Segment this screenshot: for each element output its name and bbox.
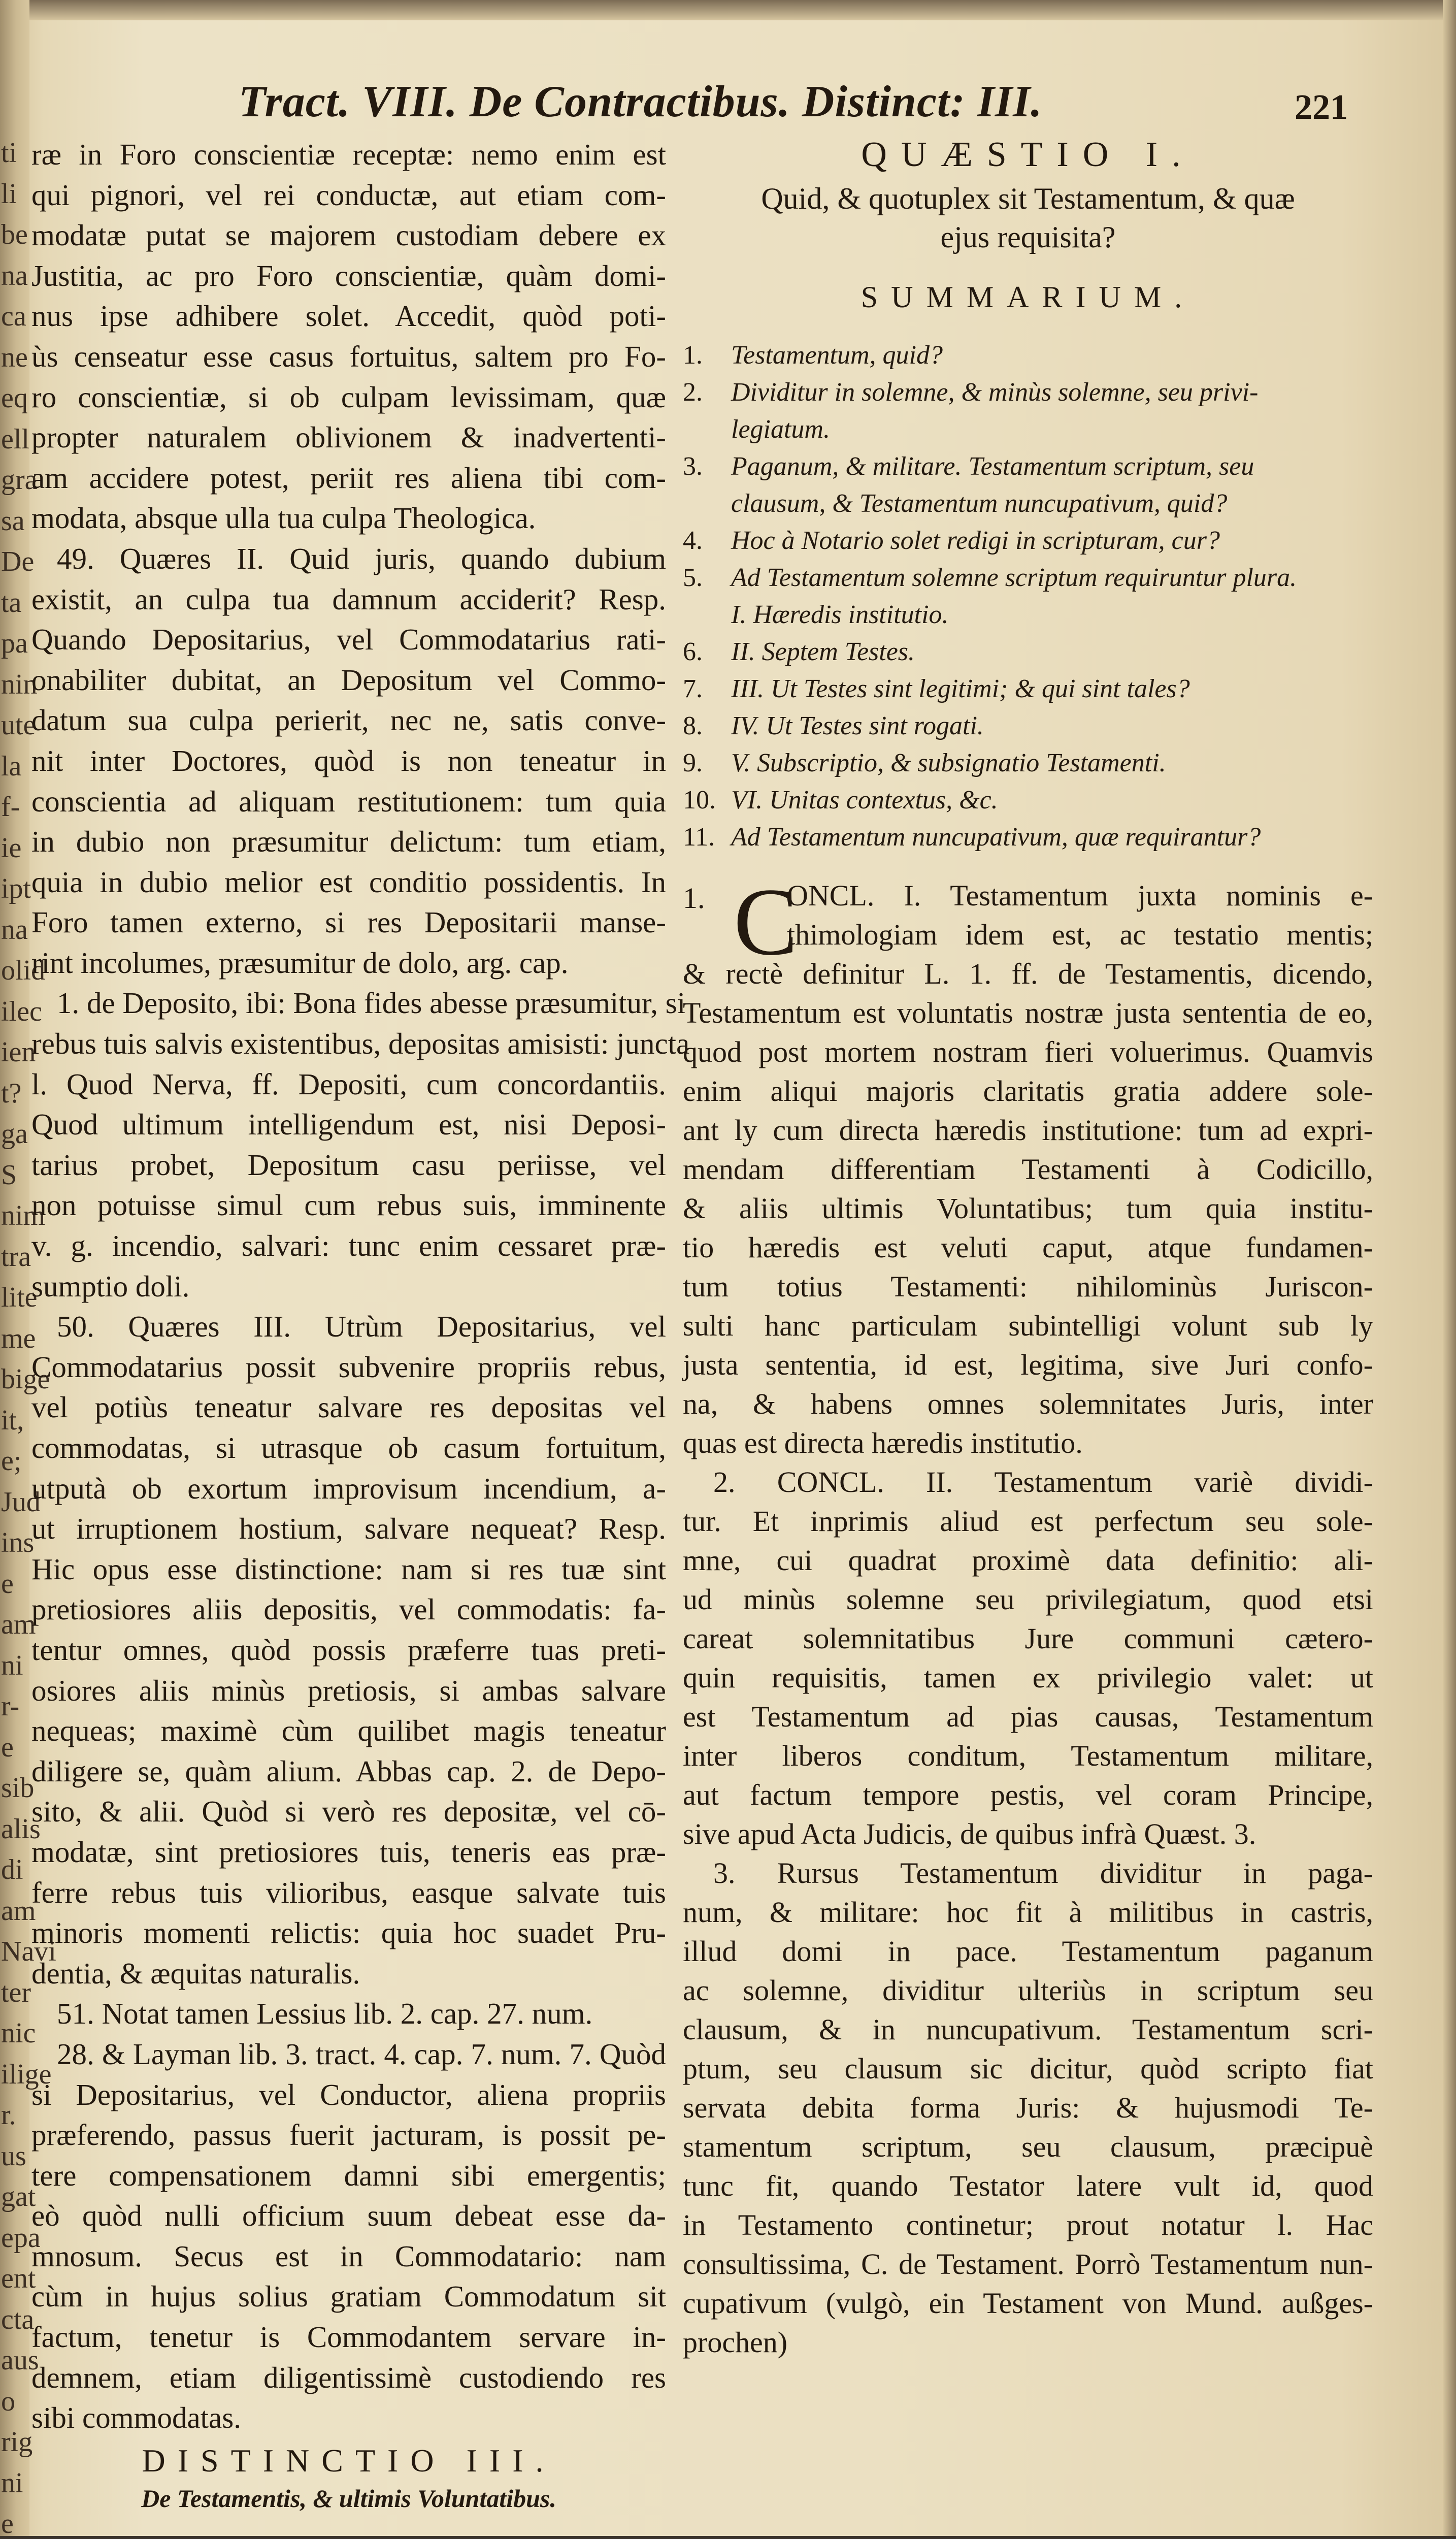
summarium-item (683, 633, 1373, 670)
gutter-fragment: nic (1, 2017, 36, 2049)
text-line: eò quòd nulli officium suum debeat esse da- (31, 2199, 666, 2233)
summarium-item-continuation: legiatum. (731, 415, 830, 444)
concl-number: 1. (683, 882, 705, 915)
gutter-fragment: e (1, 1731, 14, 1763)
gutter-fragment: ien (1, 1036, 36, 1068)
text-line: modatæ, sint pretiosiores tuis, teneris eas præ- (31, 1835, 666, 1869)
text-line: propter naturalem oblivionem & inadvertenti- (31, 420, 666, 454)
concl-text-line: clausum, & in nuncupativum. Testamentum scri- (683, 2013, 1373, 2046)
gutter-fragment: eq (1, 382, 28, 414)
text-line: vel potiùs teneatur salvare res depositas vel (31, 1390, 666, 1424)
gutter-fragment: ins (1, 1527, 35, 1558)
text-line: qui pignori, vel rei conductæ, aut etiam com- (31, 178, 666, 212)
concl-text-line: na, & habens omnes solemnitates Juris, inter (683, 1387, 1373, 1420)
gutter-fragment: r- (1, 1690, 20, 1722)
concl-text-line: careat solemnitatibus Jure communi cætero- (683, 1622, 1373, 1655)
gutter-fragment: e (1, 1568, 14, 1600)
gutter-fragment: ta (1, 587, 22, 619)
gutter-fragment: me (1, 1322, 36, 1354)
concl-text-line: ac solemne, dividitur ulteriùs in scriptum seu (683, 1974, 1373, 2007)
text-line: si Depositarius, vel Conductor, aliena propriis (31, 2077, 666, 2111)
concl-text-line: ptum, seu clausum sic dicitur, quòd scripto fiat (683, 2052, 1373, 2085)
quaestio-question-line-1: Quid, & quotuplex sit Testamentum, & quæ (761, 182, 1295, 215)
text-line: Justitia, ac pro Foro conscientiæ, quàm domi- (31, 258, 666, 292)
text-line: rebus tuis salvis existentibus, depositas amisisti: juncta (31, 1027, 690, 1061)
gutter-fragment: e; (1, 1445, 22, 1477)
gutter-fragment: ipt (1, 873, 31, 904)
gutter-fragment: am (1, 1609, 36, 1640)
text-line: tarius probet, Depositum casu periisse, vel (31, 1148, 666, 1182)
text-line: 51. Notat tamen Lessius lib. 2. cap. 27. num. (57, 1997, 593, 2031)
text-line: am accidere potest, periit res aliena tibi com- (31, 461, 666, 495)
concl-text-line: cupativum (vulgò, ein Testament von Mund. außges- (683, 2287, 1373, 2320)
text-line: ut irruptionem hostium, salvare nequeat? Resp. (31, 1512, 666, 1546)
gutter-fragment: na (1, 914, 28, 946)
gutter-fragment: ilige (1, 2058, 52, 2090)
concl-text-line: Testamentum est voluntatis nostræ justa sententia de eo, (683, 996, 1373, 1029)
text-line: nus ipse adhibere solet. Accedit, quòd poti- (31, 299, 666, 333)
text-line: ùs censeatur esse casus fortuitus, saltem pro Fo- (31, 339, 666, 373)
concl-text-line: tum totius Testamenti: nihilominùs Juriscon- (683, 1270, 1373, 1303)
text-line: ræ in Foro conscientiæ receptæ: nemo enim est (31, 138, 666, 171)
gutter-fragment: sib (1, 1772, 35, 1804)
text-line: onabiliter dubitat, an Depositum vel Commo- (31, 663, 666, 697)
concl-text-line: quin requisitis, tamen ex privilegio valet: ut (683, 1661, 1373, 1694)
gutter-fragment: S (1, 1159, 17, 1191)
text-line: modata, absque ulla tua culpa Theologica. (31, 501, 536, 535)
concl-text-line: servata debita forma Juris: & hujusmodi Te- (683, 2091, 1373, 2124)
gutter-fragment: f- (1, 791, 20, 823)
gutter-fragment: li (1, 178, 17, 210)
text-line: l. Quod Nerva, ff. Depositi, cum concordantiis. (31, 1067, 666, 1101)
summarium-item-text: VI. Unitas contextus, &c. (731, 786, 998, 815)
text-line: nequeas; maximè cùm quilibet magis teneatur (31, 1714, 666, 1748)
gutter-fragment: nim (1, 1200, 46, 1231)
summarium-item (683, 559, 1373, 596)
summarium-item-number: 1. (683, 341, 703, 370)
concl-text-line: prochen) (683, 2326, 788, 2359)
gutter-fragment: alis (1, 1813, 41, 1845)
gutter-fragment: ie (1, 832, 22, 864)
text-line: datum sua culpa perierit, nec ne, satis conve- (31, 703, 666, 737)
text-line: demnem, etiam diligentissimè custodiendo res (31, 2360, 666, 2394)
gutter-fragment: lite (1, 1282, 38, 1313)
summarium-item-text: Ad Testamentum solemne scriptum requiruntur plura. (731, 563, 1297, 592)
concl-text-line: mendam differentiam Testamenti à Codicillo, (683, 1153, 1373, 1186)
concl-text-line: enim aliqui majoris claritatis gratia addere sole- (683, 1075, 1373, 1108)
summarium-item-continuation: clausum, & Testamentum nuncupativum, quid? (731, 489, 1228, 518)
summarium-item-text: Testamentum, quid? (731, 341, 943, 370)
summarium-item-number: 6. (683, 637, 703, 666)
text-line: ferre rebus tuis vilioribus, easque salvate tuis (31, 1875, 666, 1909)
concl-text-line: aut factum tempore pestis, vel coram Principe, (683, 1778, 1373, 1811)
concl-text-line: mne, cui quadrat proximè data definitio: ali- (683, 1544, 1373, 1577)
text-line: factum, tenetur is Commodantem servare in- (31, 2320, 666, 2354)
text-line: diligere se, quàm alium. Abbas cap. 2. de Depo- (31, 1754, 666, 1788)
quaestio-question-line-2: ejus requisita? (940, 220, 1116, 254)
summarium-item-text: V. Subscriptio, & subsignatio Testamenti. (731, 748, 1166, 777)
gutter-fragment: ute (1, 709, 36, 741)
summarium-item-number: 11. (683, 823, 715, 852)
quaestio-title: QUÆSTIO I. (861, 135, 1195, 174)
text-line: sumptio doli. (31, 1269, 190, 1303)
summarium-item (683, 374, 1373, 411)
concl-text-line: stamentum scriptum, seu clausum, præcipuè (683, 2130, 1373, 2163)
gutter-fragment: it, (1, 1404, 24, 1436)
summarium-item-number: 4. (683, 526, 703, 555)
summarium-item-text: II. Septem Testes. (731, 637, 915, 666)
concl-text-line: in Testamento continetur; prout notatur l. Hac (683, 2208, 1373, 2241)
concl-text-line: illud domi in pace. Testamentum paganum (683, 1935, 1373, 1968)
gutter-fragment: di (1, 1854, 23, 1885)
text-line: in dubio non præsumitur delictum: tum etiam, (31, 825, 666, 859)
concl-text-line: ud minùs solemne seu privilegiatum, quod etsi (683, 1583, 1373, 1616)
text-line: 28. & Layman lib. 3. tract. 4. cap. 7. num. 7. Quòd (57, 2037, 666, 2071)
text-line: minoris momenti relictis: quia hoc suadet Pru- (31, 1916, 666, 1950)
gutter-fragment: Jud (1, 1486, 41, 1518)
concl-first-line: ONCL. I. Testamentum juxta nominis e- (787, 879, 1373, 912)
text-line: v. g. incendio, salvari: tunc enim cessaret præ- (31, 1229, 666, 1263)
page-number: 221 (1295, 88, 1348, 127)
concl-first-line: thimologiam idem est, ac testatio mentis; (787, 918, 1373, 951)
text-line: tere compensationem damni sibi emergentis; (31, 2158, 666, 2192)
summarium-item-number: 3. (683, 452, 703, 481)
summarium-title: SUMMARIUM. (861, 280, 1196, 314)
summarium-item-text: Ad Testamentum nuncupativum, quæ requirantur? (731, 823, 1261, 852)
summarium-item (683, 744, 1373, 782)
summarium-item-text: III. Ut Testes sint legitimi; & qui sint tales? (731, 674, 1190, 703)
gutter-fragment: epa (1, 2222, 41, 2254)
text-line: modatæ putat se majorem custodiam debere ex (31, 218, 666, 252)
concl-text-line: 2. CONCL. II. Testamentum variè dividi- (713, 1466, 1373, 1499)
summarium-item-number: 5. (683, 563, 703, 592)
concl-text-line: quas est directa hæredis institutio. (683, 1426, 1083, 1459)
distinctio-subtitle: De Testamentis, & ultimis Voluntatibus. (141, 2484, 556, 2513)
gutter-fragment: la (1, 750, 22, 782)
text-line: non potuisse simul cum rebus suis, imminente (31, 1188, 666, 1222)
concl-section (683, 869, 1373, 2362)
summarium-item (683, 448, 1373, 485)
summarium-item (683, 337, 1373, 374)
gutter-fragment: olid (1, 955, 46, 986)
concl-text-line: num, & militare: hoc fit à militibus in castris, (683, 1896, 1373, 1929)
summarium-item (683, 782, 1373, 819)
text-line: pretiosiores aliis depositis, vel commodatis: fa- (31, 1592, 666, 1626)
text-line: 49. Quæres II. Quid juris, quando dubium (57, 541, 666, 575)
concl-text-line: justa sententia, id est, legitima, sive Juri confo- (683, 1348, 1373, 1381)
right-column (683, 135, 1373, 2362)
gutter-fragment: ti (1, 137, 17, 169)
text-line: osiores aliis minùs pretiosis, si ambas salvare (31, 1673, 666, 1707)
gutter-fragment: ne (1, 341, 28, 373)
text-line: præferendo, passus fuerit jacturam, is possit pe- (31, 2118, 666, 2152)
concl-text-line: tunc fit, quando Testator latere vult id, quod (683, 2169, 1373, 2202)
concl-text-line: ant ly cum directa hæredis institutione: tum ad expri- (683, 1114, 1373, 1147)
text-line: rint incolumes, præsumitur de dolo, arg. cap. (31, 946, 569, 980)
concl-text-line: quod post mortem nostram fieri voluerimus. Quamvis (683, 1035, 1373, 1068)
text-line: utputà ob exortum improvisum incendium, a- (31, 1471, 666, 1505)
summarium-item-number: 2. (683, 378, 703, 407)
gutter-fragment: r. (1, 2099, 16, 2131)
gutter-fragment: gra (1, 464, 38, 496)
gutter-fragment: rig (1, 2426, 33, 2458)
summarium-item-number: 8. (683, 711, 703, 740)
gutter-fragment: sa (1, 505, 25, 537)
text-line: sito, & alii. Quòd si verò res depositæ, vel cō- (31, 1795, 666, 1829)
gutter-fragment: cta (1, 2303, 35, 2335)
text-line: tentur omnes, quòd possis præferre tuas preti- (31, 1633, 666, 1667)
left-column (31, 135, 690, 2516)
summarium-item-number: 10. (683, 786, 716, 815)
gutter-fragment: be (1, 219, 28, 250)
text-line: Quod ultimum intelligendum est, nisi Deposi- (31, 1108, 666, 1142)
summarium-item-text: Paganum, & militare. Testamentum scriptum, seu (731, 452, 1254, 481)
summarium-item (683, 819, 1373, 856)
concl-text-line: est Testamentum ad pias causas, Testamentum (683, 1700, 1373, 1733)
gutter-fragment: us (1, 2140, 26, 2172)
text-line: 50. Quæres III. Utrùm Depositarius, vel (57, 1310, 666, 1344)
concl-text-line: tio hæredis est veluti caput, atque fundamen- (683, 1231, 1373, 1264)
concl-text-line: consultissima, C. de Testament. Porrò Testamentum nun- (683, 2248, 1373, 2281)
gutter-fragment: ter (1, 1976, 31, 2008)
page-right-edge (1443, 0, 1456, 2536)
concl-text-line: sive apud Acta Judicis, de quibus infrà Quæst. 3. (683, 1817, 1256, 1850)
concl-text-line: & rectè definitur L. 1. ff. de Testamentis, dicendo, (683, 957, 1373, 990)
drop-cap: C (734, 869, 798, 975)
gutter-fragment: pa (1, 628, 28, 659)
concl-text-line: & aliis ultimis Voluntatibus; tum quia institu- (683, 1192, 1373, 1225)
gutter-fragment: Navi (1, 1936, 56, 1967)
text-line: conscientia ad aliquam restitutionem: tum quia (31, 784, 666, 818)
concl-text-line: inter liberos conditum, Testamentum militare, (683, 1739, 1373, 1772)
running-title: Tract. VIII. De Contractibus. Distinct: III. (239, 77, 1043, 126)
summarium-item (683, 707, 1373, 744)
text-line: Hic opus esse distinctione: nam si res tuæ sint (31, 1552, 666, 1586)
summarium-item-text: Hoc à Notario solet redigi in scripturam, cur? (731, 526, 1220, 555)
gutter-fragment: o (1, 2385, 15, 2417)
text-line: mnosum. Secus est in Commodatario: nam (31, 2239, 666, 2273)
page-top-edge (0, 0, 1456, 20)
gutter-fragment: ni (1, 1649, 23, 1681)
gutter-fragment: nin (1, 668, 38, 700)
gutter-fragment: aus (1, 2345, 39, 2376)
gutter-fragment: na (1, 259, 28, 291)
gutter-fragment: ca (1, 301, 26, 332)
text-line: 1. de Deposito, ibi: Bona fides abesse præsumitur, si (57, 986, 686, 1020)
concl-text-line: sulti hanc particulam subintelligi volunt sub ly (683, 1309, 1373, 1342)
summarium-list (683, 337, 1373, 856)
gutter-fragment: ilec (1, 995, 42, 1027)
facing-page-gutter (0, 0, 56, 2539)
summarium-item-continuation: I. Hæredis institutio. (731, 600, 949, 629)
text-line: Foro tamen externo, si res Depositarii manse- (31, 905, 666, 939)
text-line: nit inter Doctores, quòd is non teneatur in (31, 743, 666, 777)
text-line: existit, an culpa tua damnum acciderit? Resp. (31, 582, 666, 616)
gutter-fragment: ga (1, 1118, 28, 1150)
gutter-fragment: t? (1, 1077, 22, 1109)
concl-text-line: tur. Et inprimis aliud est perfectum seu sole- (683, 1505, 1373, 1538)
summarium-item-number: 7. (683, 674, 703, 703)
gutter-fragment: bige (1, 1363, 50, 1395)
text-line: Commodatarius possit subvenire propriis rebus, (31, 1350, 666, 1384)
text-line: dentia, & æquitas naturalis. (31, 1956, 360, 1990)
concl-text-line: 3. Rursus Testamentum dividitur in paga- (713, 1857, 1373, 1890)
text-line: Quando Depositarius, vel Commodatarius rati- (31, 623, 666, 657)
text-line: cùm in hujus solius gratiam Commodatum sit (31, 2280, 666, 2314)
text-line: quia in dubio melior est conditio possidentis. In (31, 865, 666, 899)
distinctio-title: DISTINCTIO III. (142, 2442, 556, 2479)
gutter-fragment: am (1, 1895, 36, 1927)
text-line: ro conscientiæ, si ob culpam levissimam, quæ (31, 380, 666, 414)
text-line: sibi commodatas. (31, 2401, 241, 2435)
summarium-item-number: 9. (683, 748, 703, 777)
gutter-fragment: ni (1, 2467, 23, 2499)
gutter-fragment: De (1, 546, 35, 577)
summarium-item-text: IV. Ut Testes sint rogati. (731, 711, 984, 740)
summarium-item (683, 670, 1373, 707)
text-line: commodatas, si utrasque ob casum fortuitum, (31, 1431, 666, 1464)
summarium-item-text: Dividitur in solemne, & minùs solemne, seu privi- (731, 378, 1259, 407)
gutter-fragment: tra (1, 1241, 31, 1273)
gutter-fragment: e (1, 2508, 14, 2539)
gutter-fragment: ell (1, 423, 29, 455)
gutter-fragment: ent (1, 2263, 36, 2294)
summarium-item (683, 522, 1373, 559)
gutter-fragment: gat (1, 2181, 36, 2212)
